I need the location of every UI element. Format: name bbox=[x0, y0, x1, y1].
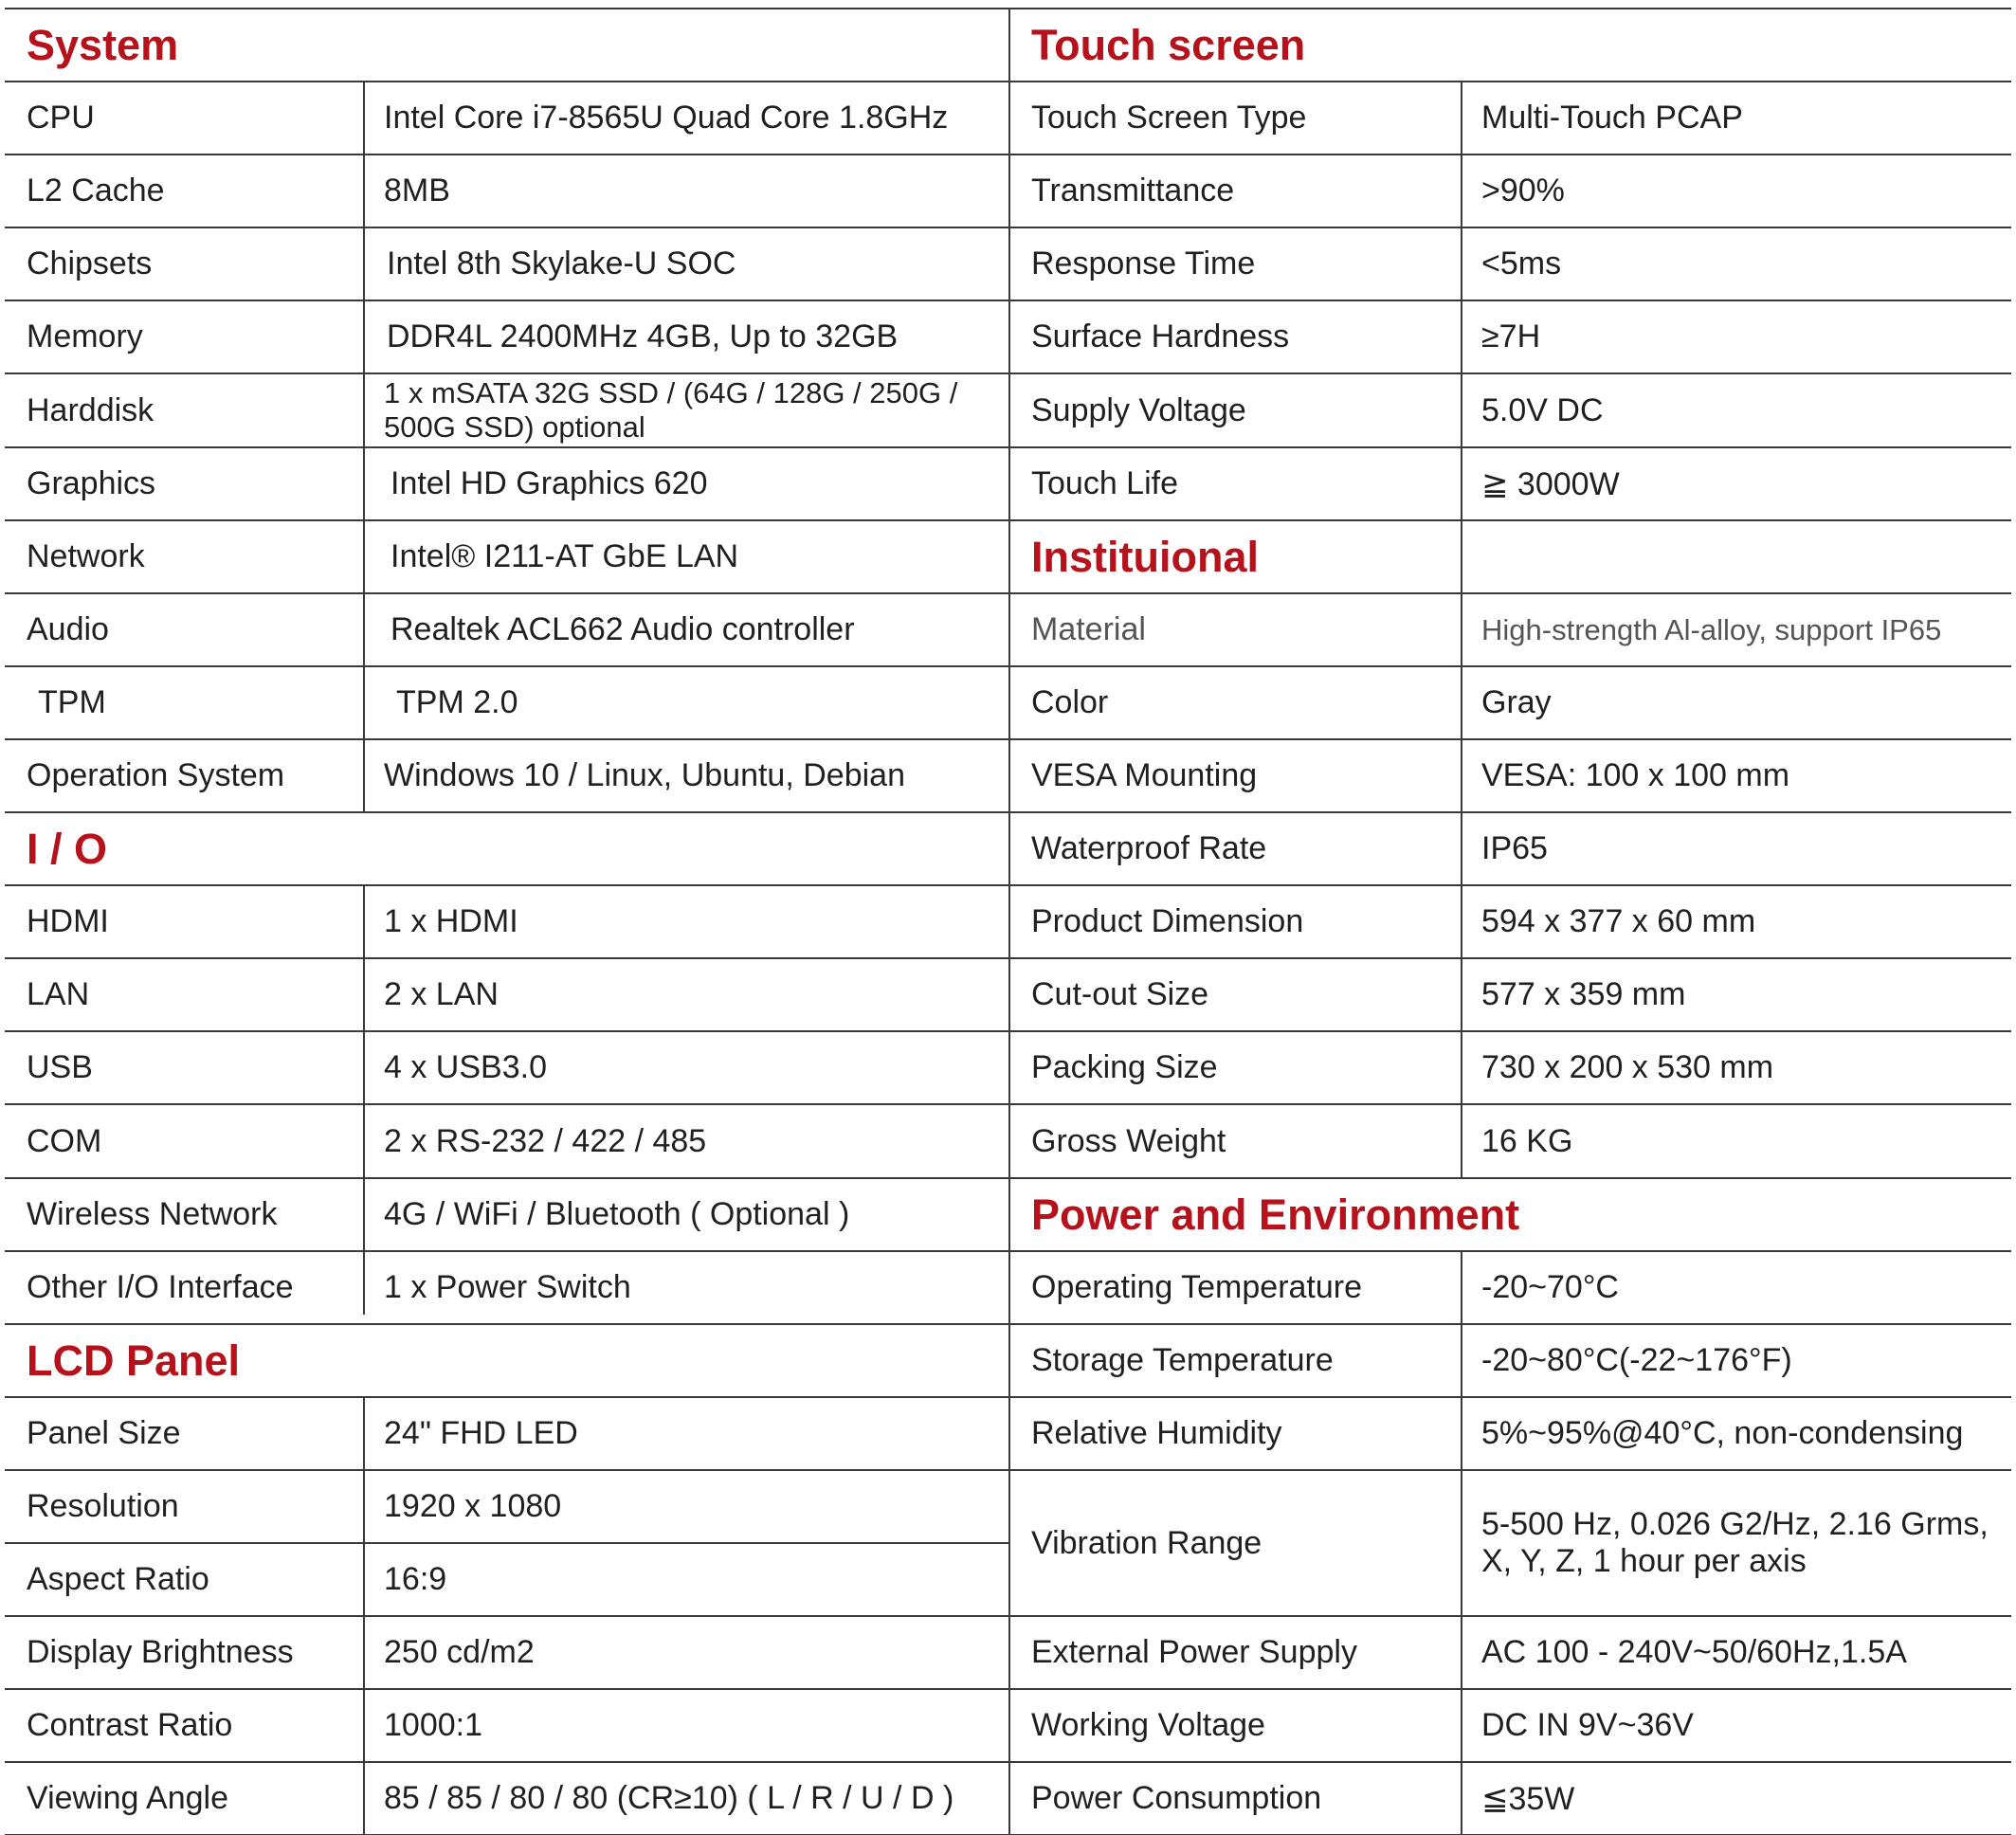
spec-value: ≧ 3000W bbox=[1481, 465, 1620, 502]
spec-value: 5-500 Hz, 0.026 G2/Hz, 2.16 Grms, X, Y, Z, 1 hour per axis bbox=[1481, 1505, 1989, 1579]
spec-label: Resolution bbox=[27, 1488, 179, 1524]
spec-value: Intel® I211-AT GbE LAN bbox=[390, 538, 739, 574]
spec-value: Intel Core i7-8565U Quad Core 1.8GHz bbox=[384, 100, 949, 136]
spec-value: ≥7H bbox=[1481, 318, 1541, 354]
spec-value: 1 x mSATA 32G SSD / (64G / 128G / 250G / 500G SSD) optional bbox=[384, 376, 958, 444]
spec-value: 4G / WiFi / Bluetooth ( Optional ) bbox=[384, 1196, 850, 1232]
spec-label: USB bbox=[27, 1049, 93, 1085]
spec-value: Intel 8th Skylake-U SOC bbox=[387, 245, 736, 282]
spec-label: Gross Weight bbox=[1031, 1122, 1226, 1159]
spec-label: LAN bbox=[27, 976, 90, 1012]
spec-label: Audio bbox=[27, 611, 109, 647]
spec-value: 85 / 85 / 80 / 80 (CR≥10) ( L / R / U / D ) bbox=[384, 1780, 954, 1816]
rule bbox=[363, 1396, 365, 1835]
section-title-lcd: LCD Panel bbox=[27, 1335, 241, 1385]
spec-value: <5ms bbox=[1481, 245, 1562, 282]
spec-label: External Power Supply bbox=[1031, 1634, 1357, 1670]
spec-value: 4 x USB3.0 bbox=[384, 1049, 547, 1085]
spec-value: DC IN 9V~36V bbox=[1481, 1707, 1694, 1743]
spec-value: 577 x 359 mm bbox=[1481, 976, 1686, 1012]
rule bbox=[363, 884, 365, 1315]
section-title-power: Power and Environment bbox=[1031, 1190, 1520, 1239]
spec-value: 2 x LAN bbox=[384, 976, 499, 1012]
spec-label: Network bbox=[27, 538, 145, 574]
spec-value: 250 cd/m2 bbox=[384, 1634, 535, 1670]
column-divider bbox=[1008, 8, 1010, 1835]
spec-label: Contrast Ratio bbox=[27, 1707, 233, 1743]
section-title-io: I / O bbox=[27, 824, 108, 873]
spec-value: -20~80°C(-22~176°F) bbox=[1481, 1342, 1792, 1378]
spec-label: Wireless Network bbox=[27, 1196, 278, 1232]
spec-value: 1 x Power Switch bbox=[384, 1269, 631, 1305]
spec-label: Graphics bbox=[27, 465, 156, 501]
section-title-system: System bbox=[27, 20, 179, 69]
spec-label: Surface Hardness bbox=[1031, 318, 1290, 354]
spec-label: TPM bbox=[38, 684, 106, 720]
spec-value: 24" FHD LED bbox=[384, 1415, 578, 1451]
spec-value: IP65 bbox=[1481, 830, 1548, 866]
spec-value: 2 x RS-232 / 422 / 485 bbox=[384, 1122, 707, 1159]
spec-label: Viewing Angle bbox=[27, 1780, 228, 1816]
spec-label: Relative Humidity bbox=[1031, 1415, 1282, 1451]
spec-value: >90% bbox=[1481, 173, 1565, 209]
rule bbox=[1461, 81, 1462, 592]
spec-label: COM bbox=[27, 1122, 102, 1159]
spec-value: DDR4L 2400MHz 4GB, Up to 32GB bbox=[387, 318, 899, 354]
spec-value: 594 x 377 x 60 mm bbox=[1481, 903, 1756, 939]
spec-value: 1920 x 1080 bbox=[384, 1488, 562, 1524]
spec-label: Product Dimension bbox=[1031, 903, 1304, 939]
spec-value: ≦35W bbox=[1481, 1780, 1575, 1817]
spec-label: Supply Voltage bbox=[1031, 391, 1246, 428]
spec-label: Storage Temperature bbox=[1031, 1342, 1334, 1378]
spec-value: 5%~95%@40°C, non-condensing bbox=[1481, 1415, 1964, 1451]
spec-value: 8MB bbox=[384, 173, 450, 209]
spec-label: Display Brightness bbox=[27, 1634, 294, 1670]
spec-label: Response Time bbox=[1031, 245, 1256, 282]
spec-label: Waterproof Rate bbox=[1031, 830, 1267, 866]
spec-label: Other I/O Interface bbox=[27, 1269, 294, 1305]
spec-value: Multi-Touch PCAP bbox=[1481, 100, 1743, 136]
spec-value: Windows 10 / Linux, Ubuntu, Debian bbox=[384, 757, 905, 793]
spec-label: Memory bbox=[27, 318, 143, 354]
spec-value: High-strength Al-alloy, support IP65 bbox=[1481, 612, 1942, 646]
spec-label: VESA Mounting bbox=[1031, 757, 1258, 793]
spec-label: Operating Temperature bbox=[1031, 1269, 1363, 1305]
rule bbox=[363, 81, 365, 811]
spec-label: Transmittance bbox=[1031, 173, 1235, 209]
spec-label: Color bbox=[1031, 684, 1109, 720]
spec-value: Realtek ACL662 Audio controller bbox=[390, 611, 855, 647]
spec-value: 5.0V DC bbox=[1481, 391, 1604, 428]
spec-value: TPM 2.0 bbox=[396, 684, 518, 720]
spec-label: CPU bbox=[27, 100, 95, 136]
spec-label: Panel Size bbox=[27, 1415, 181, 1451]
spec-value: Intel HD Graphics 620 bbox=[390, 465, 708, 501]
spec-label: Working Voltage bbox=[1031, 1707, 1265, 1743]
section-title-institutional: Instituional bbox=[1031, 532, 1259, 581]
rule bbox=[5, 811, 1009, 813]
spec-value: 1 x HDMI bbox=[384, 903, 518, 939]
rule bbox=[1461, 592, 1462, 1177]
spec-label: Vibration Range bbox=[1031, 1524, 1262, 1561]
spec-label: Cut-out Size bbox=[1031, 976, 1209, 1012]
spec-value: Gray bbox=[1481, 684, 1552, 720]
spec-value: 730 x 200 x 530 mm bbox=[1481, 1049, 1774, 1085]
spec-label: Harddisk bbox=[27, 391, 154, 428]
spec-label: Chipsets bbox=[27, 245, 153, 282]
spec-label: Material bbox=[1031, 611, 1146, 647]
spec-value: 16 KG bbox=[1481, 1122, 1573, 1159]
spec-label: HDMI bbox=[27, 903, 109, 939]
spec-label: Aspect Ratio bbox=[27, 1561, 209, 1597]
rule bbox=[1461, 1250, 1462, 1835]
spec-value: AC 100 - 240V~50/60Hz,1.5A bbox=[1481, 1634, 1907, 1670]
spec-label: Touch Life bbox=[1031, 465, 1178, 501]
spec-value: -20~70°C bbox=[1481, 1269, 1619, 1305]
spec-value: VESA: 100 x 100 mm bbox=[1481, 757, 1790, 793]
spec-label: Operation System bbox=[27, 757, 285, 793]
spec-label: Touch Screen Type bbox=[1031, 100, 1307, 136]
section-title-touch: Touch screen bbox=[1031, 20, 1306, 69]
spec-label: Power Consumption bbox=[1031, 1780, 1322, 1816]
rule bbox=[5, 957, 1009, 959]
spec-value: 16:9 bbox=[384, 1561, 447, 1597]
spec-label: L2 Cache bbox=[27, 173, 165, 209]
spec-value: 1000:1 bbox=[384, 1707, 482, 1743]
spec-label: Packing Size bbox=[1031, 1049, 1218, 1085]
